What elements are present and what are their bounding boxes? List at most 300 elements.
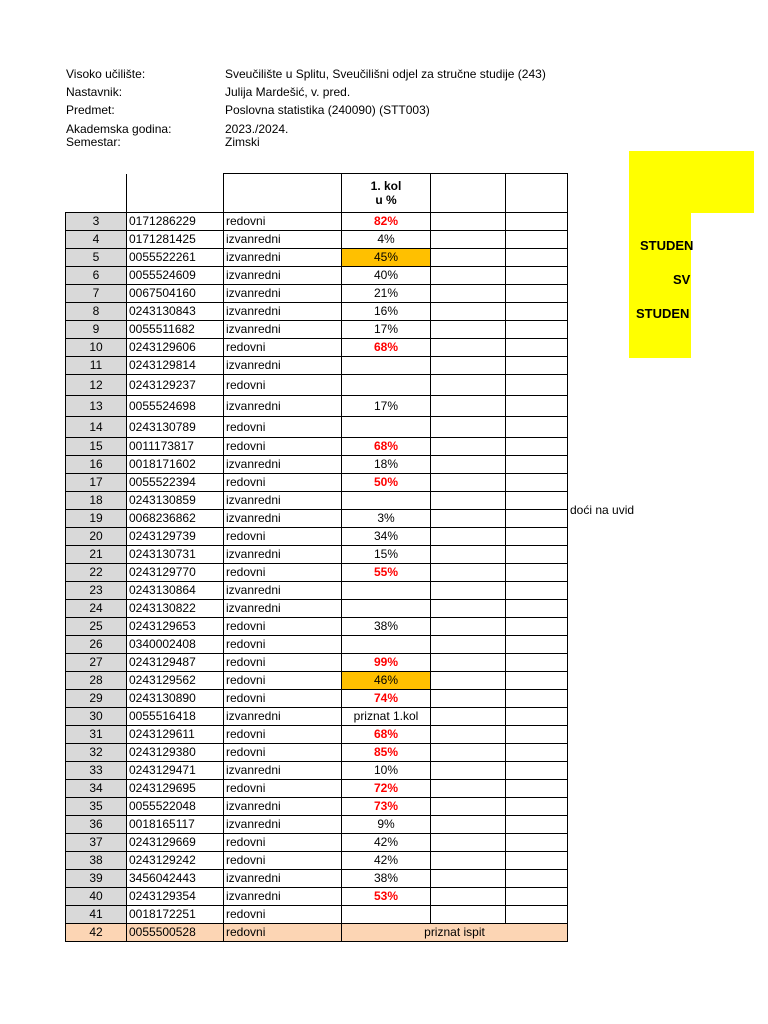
row-number-cell: 42 — [66, 924, 127, 942]
empty-cell — [431, 417, 506, 438]
header-blank-cell — [66, 174, 127, 213]
yellow-highlight-block-top — [629, 151, 754, 213]
table-row — [66, 762, 568, 780]
score-cell: 50% — [342, 474, 431, 492]
score-cell: 82% — [342, 213, 431, 231]
header-empty-cell — [431, 174, 506, 213]
student-id-cell: 0243129242 — [127, 852, 224, 870]
score-cell: 42% — [342, 852, 431, 870]
table-row — [66, 456, 568, 474]
study-status-cell: redovni — [224, 726, 342, 744]
grades-table — [65, 173, 568, 942]
score-cell: 46% — [342, 672, 431, 690]
empty-cell — [506, 303, 568, 321]
empty-cell — [431, 528, 506, 546]
study-status-cell: izvanredni — [224, 456, 342, 474]
table-row — [66, 564, 568, 582]
score-cell: 10% — [342, 762, 431, 780]
score-cell — [342, 906, 431, 924]
study-status-cell: izvanredni — [224, 546, 342, 564]
score-cell: 38% — [342, 870, 431, 888]
table-row — [66, 672, 568, 690]
student-id-cell: 0055522394 — [127, 474, 224, 492]
study-status-cell: redovni — [224, 339, 342, 357]
row-number-cell: 8 — [66, 303, 127, 321]
empty-cell — [431, 582, 506, 600]
empty-cell — [431, 690, 506, 708]
row-number-cell: 39 — [66, 870, 127, 888]
empty-cell — [431, 303, 506, 321]
table-row — [66, 906, 568, 924]
empty-cell — [506, 762, 568, 780]
empty-cell — [431, 816, 506, 834]
study-status-cell: redovni — [224, 924, 342, 942]
student-id-cell: 0243129669 — [127, 834, 224, 852]
empty-cell — [431, 492, 506, 510]
empty-cell — [431, 834, 506, 852]
empty-cell — [506, 690, 568, 708]
student-id-cell: 3456042443 — [127, 870, 224, 888]
score-cell: 9% — [342, 816, 431, 834]
empty-cell — [506, 672, 568, 690]
empty-cell — [506, 600, 568, 618]
empty-cell — [431, 888, 506, 906]
row-number-cell: 7 — [66, 285, 127, 303]
empty-cell — [431, 231, 506, 249]
row-number-cell: 29 — [66, 690, 127, 708]
empty-cell — [506, 654, 568, 672]
empty-cell — [506, 582, 568, 600]
score-cell: 4% — [342, 231, 431, 249]
empty-cell — [431, 375, 506, 396]
empty-cell — [506, 744, 568, 762]
student-id-cell: 0243130864 — [127, 582, 224, 600]
table-row — [66, 798, 568, 816]
study-status-cell: izvanredni — [224, 396, 342, 417]
row-number-cell: 14 — [66, 417, 127, 438]
empty-cell — [431, 564, 506, 582]
row-number-cell: 13 — [66, 396, 127, 417]
table-row — [66, 744, 568, 762]
student-id-cell: 0011173817 — [127, 438, 224, 456]
empty-cell — [506, 249, 568, 267]
table-row — [66, 285, 568, 303]
header-value: Poslovna statistika (240090) (STT003) — [225, 103, 430, 117]
empty-cell — [506, 231, 568, 249]
row-number-cell: 16 — [66, 456, 127, 474]
student-id-cell: 0068236862 — [127, 510, 224, 528]
empty-cell — [506, 870, 568, 888]
study-status-cell: redovni — [224, 834, 342, 852]
column-header-kol1 — [342, 174, 431, 213]
student-id-cell: 0018165117 — [127, 816, 224, 834]
student-id-cell: 0055500528 — [127, 924, 224, 942]
score-cell: 17% — [342, 396, 431, 417]
row-number-cell: 11 — [66, 357, 127, 375]
table-row — [66, 492, 568, 510]
student-id-cell: 0018171602 — [127, 456, 224, 474]
table-row — [66, 510, 568, 528]
column-header-line1: 1. kol — [370, 179, 402, 193]
table-row — [66, 582, 568, 600]
score-cell: 45% — [342, 249, 431, 267]
empty-cell — [431, 396, 506, 417]
study-status-cell: redovni — [224, 564, 342, 582]
student-id-cell: 0243129770 — [127, 564, 224, 582]
empty-cell — [431, 438, 506, 456]
study-status-cell: redovni — [224, 744, 342, 762]
empty-cell — [431, 474, 506, 492]
student-id-cell: 0243130731 — [127, 546, 224, 564]
row-number-cell: 22 — [66, 564, 127, 582]
score-cell — [342, 357, 431, 375]
empty-cell — [506, 321, 568, 339]
table-row — [66, 321, 568, 339]
table-row — [66, 249, 568, 267]
row-number-cell: 33 — [66, 762, 127, 780]
table-row — [66, 726, 568, 744]
empty-cell — [506, 456, 568, 474]
score-cell: 18% — [342, 456, 431, 474]
student-id-cell: 0067504160 — [127, 285, 224, 303]
row-number-cell: 20 — [66, 528, 127, 546]
table-row — [66, 600, 568, 618]
empty-cell — [431, 708, 506, 726]
score-cell: 34% — [342, 528, 431, 546]
row-number-cell: 38 — [66, 852, 127, 870]
header-label: Akademska godina: — [66, 122, 172, 136]
study-status-cell: izvanredni — [224, 249, 342, 267]
row-number-cell: 23 — [66, 582, 127, 600]
score-cell: 85% — [342, 744, 431, 762]
empty-cell — [506, 528, 568, 546]
student-id-cell: 0243129354 — [127, 888, 224, 906]
student-id-cell: 0243129471 — [127, 762, 224, 780]
empty-cell — [431, 339, 506, 357]
header-value: Sveučilište u Splitu, Sveučilišni odjel za stručne studije (243) — [225, 67, 546, 81]
study-status-cell: redovni — [224, 654, 342, 672]
row-number-cell: 24 — [66, 600, 127, 618]
table-row — [66, 438, 568, 456]
header-empty-cell — [506, 174, 568, 213]
score-cell — [342, 636, 431, 654]
student-id-cell: 0243129487 — [127, 654, 224, 672]
row-number-cell: 30 — [66, 708, 127, 726]
empty-cell — [431, 357, 506, 375]
score-cell: 16% — [342, 303, 431, 321]
table-row — [66, 888, 568, 906]
study-status-cell: izvanredni — [224, 357, 342, 375]
row-number-cell: 31 — [66, 726, 127, 744]
row-number-cell: 28 — [66, 672, 127, 690]
row-number-cell: 5 — [66, 249, 127, 267]
row-number-cell: 26 — [66, 636, 127, 654]
study-status-cell: redovni — [224, 618, 342, 636]
student-id-cell: 0055522261 — [127, 249, 224, 267]
table-row — [66, 417, 568, 438]
table-row — [66, 546, 568, 564]
study-status-cell: redovni — [224, 780, 342, 798]
study-status-cell: redovni — [224, 474, 342, 492]
empty-cell — [506, 396, 568, 417]
table-row — [66, 834, 568, 852]
row-number-cell: 4 — [66, 231, 127, 249]
header-label: Nastavnik: — [66, 85, 123, 99]
table-row — [66, 708, 568, 726]
student-id-cell: 0055522048 — [127, 798, 224, 816]
score-cell: 55% — [342, 564, 431, 582]
student-id-cell: 0243130843 — [127, 303, 224, 321]
empty-cell — [506, 438, 568, 456]
table-row — [66, 690, 568, 708]
empty-cell — [506, 510, 568, 528]
study-status-cell: redovni — [224, 690, 342, 708]
score-cell: 74% — [342, 690, 431, 708]
student-id-cell: 0055516418 — [127, 708, 224, 726]
study-status-cell: izvanredni — [224, 870, 342, 888]
student-id-cell: 0243129606 — [127, 339, 224, 357]
empty-cell — [431, 321, 506, 339]
student-id-cell: 0243130822 — [127, 600, 224, 618]
student-id-cell: 0243129653 — [127, 618, 224, 636]
row-number-cell: 21 — [66, 546, 127, 564]
empty-cell — [506, 417, 568, 438]
row-number-cell: 25 — [66, 618, 127, 636]
row-number-cell: 17 — [66, 474, 127, 492]
row-number-cell: 18 — [66, 492, 127, 510]
table-row — [66, 924, 568, 942]
table-row — [66, 231, 568, 249]
study-status-cell: redovni — [224, 528, 342, 546]
table-row — [66, 396, 568, 417]
study-status-cell: izvanredni — [224, 231, 342, 249]
table-row — [66, 339, 568, 357]
study-status-cell: izvanredni — [224, 510, 342, 528]
table-row — [66, 654, 568, 672]
study-status-cell: redovni — [224, 852, 342, 870]
student-id-cell: 0243129695 — [127, 780, 224, 798]
table-row — [66, 852, 568, 870]
header-value: 2023./2024. — [225, 122, 289, 136]
study-status-cell: izvanredni — [224, 600, 342, 618]
table-row — [66, 618, 568, 636]
empty-cell — [506, 726, 568, 744]
empty-cell — [431, 213, 506, 231]
empty-cell — [506, 906, 568, 924]
side-note-line3: STUDEN — [636, 306, 690, 321]
score-cell: 38% — [342, 618, 431, 636]
student-id-cell: 0243130859 — [127, 492, 224, 510]
empty-cell — [506, 780, 568, 798]
row-number-cell: 36 — [66, 816, 127, 834]
student-id-cell: 0055511682 — [127, 321, 224, 339]
empty-cell — [506, 852, 568, 870]
study-status-cell: izvanredni — [224, 267, 342, 285]
row-number-cell: 41 — [66, 906, 127, 924]
empty-cell — [431, 798, 506, 816]
score-cell: priznat 1.kol — [342, 708, 431, 726]
row-number-cell: 9 — [66, 321, 127, 339]
empty-cell — [431, 870, 506, 888]
header-label: Semestar: — [66, 135, 121, 149]
score-cell: 21% — [342, 285, 431, 303]
student-id-cell: 0243129562 — [127, 672, 224, 690]
empty-cell — [431, 600, 506, 618]
study-status-cell: izvanredni — [224, 798, 342, 816]
table-row — [66, 213, 568, 231]
table-row — [66, 474, 568, 492]
empty-cell — [431, 852, 506, 870]
score-cell: 42% — [342, 834, 431, 852]
study-status-cell: izvanredni — [224, 492, 342, 510]
study-status-cell: redovni — [224, 375, 342, 396]
study-status-cell: izvanredni — [224, 582, 342, 600]
empty-cell — [506, 375, 568, 396]
column-header-line2: u % — [375, 193, 397, 207]
student-id-cell: 0243129237 — [127, 375, 224, 396]
empty-cell — [431, 510, 506, 528]
empty-cell — [506, 834, 568, 852]
score-cell: 68% — [342, 438, 431, 456]
table-row — [66, 267, 568, 285]
score-cell: 15% — [342, 546, 431, 564]
row-number-cell: 35 — [66, 798, 127, 816]
row-number-cell: 27 — [66, 654, 127, 672]
score-cell: 68% — [342, 339, 431, 357]
study-status-cell: izvanredni — [224, 321, 342, 339]
empty-cell — [506, 564, 568, 582]
score-cell: priznat ispit — [342, 924, 568, 942]
row-number-cell: 6 — [66, 267, 127, 285]
table-row — [66, 780, 568, 798]
row-number-cell: 12 — [66, 375, 127, 396]
score-cell: 73% — [342, 798, 431, 816]
score-cell — [342, 600, 431, 618]
score-cell — [342, 375, 431, 396]
table-row — [66, 816, 568, 834]
row-number-cell: 34 — [66, 780, 127, 798]
empty-cell — [431, 906, 506, 924]
student-id-cell: 0243129611 — [127, 726, 224, 744]
score-cell — [342, 417, 431, 438]
student-id-cell: 0243129380 — [127, 744, 224, 762]
score-cell — [342, 492, 431, 510]
empty-cell — [431, 249, 506, 267]
table-row — [66, 303, 568, 321]
score-cell — [342, 582, 431, 600]
empty-cell — [506, 888, 568, 906]
score-cell: 72% — [342, 780, 431, 798]
header-label: Visoko učilište: — [66, 67, 146, 81]
empty-cell — [506, 816, 568, 834]
study-status-cell: redovni — [224, 636, 342, 654]
empty-cell — [431, 726, 506, 744]
score-cell: 53% — [342, 888, 431, 906]
empty-cell — [506, 267, 568, 285]
empty-cell — [506, 636, 568, 654]
row-number-cell: 3 — [66, 213, 127, 231]
score-cell: 99% — [342, 654, 431, 672]
empty-cell — [506, 285, 568, 303]
empty-cell — [506, 492, 568, 510]
empty-cell — [431, 654, 506, 672]
header-blank-cell — [127, 174, 224, 213]
empty-cell — [506, 213, 568, 231]
row-number-cell: 19 — [66, 510, 127, 528]
row-number-cell: 37 — [66, 834, 127, 852]
header-blank-cell — [224, 174, 342, 213]
empty-cell — [431, 672, 506, 690]
empty-cell — [431, 636, 506, 654]
empty-cell — [506, 357, 568, 375]
score-cell: 40% — [342, 267, 431, 285]
study-status-cell: izvanredni — [224, 285, 342, 303]
study-status-cell: izvanredni — [224, 888, 342, 906]
student-id-cell: 0243129814 — [127, 357, 224, 375]
score-cell: 17% — [342, 321, 431, 339]
row-number-cell: 15 — [66, 438, 127, 456]
student-id-cell: 0243130890 — [127, 690, 224, 708]
study-status-cell: izvanredni — [224, 708, 342, 726]
study-status-cell: redovni — [224, 672, 342, 690]
student-id-cell: 0055524698 — [127, 396, 224, 417]
study-status-cell: izvanredni — [224, 816, 342, 834]
empty-cell — [431, 780, 506, 798]
score-cell: 3% — [342, 510, 431, 528]
student-id-cell: 0055524609 — [127, 267, 224, 285]
empty-cell — [431, 285, 506, 303]
score-cell: 68% — [342, 726, 431, 744]
empty-cell — [431, 618, 506, 636]
student-id-cell: 0171281425 — [127, 231, 224, 249]
side-note-line1: STUDEN — [640, 238, 694, 253]
table-header-row — [66, 174, 568, 213]
row-number-cell: 32 — [66, 744, 127, 762]
row18-note: doći na uvid — [570, 503, 635, 517]
table-row — [66, 375, 568, 396]
empty-cell — [506, 618, 568, 636]
student-id-cell: 0243130789 — [127, 417, 224, 438]
empty-cell — [506, 708, 568, 726]
table-row — [66, 636, 568, 654]
empty-cell — [506, 546, 568, 564]
study-status-cell: redovni — [224, 906, 342, 924]
study-status-cell: redovni — [224, 438, 342, 456]
study-status-cell: redovni — [224, 213, 342, 231]
empty-cell — [431, 744, 506, 762]
side-note-line2: SV — [673, 272, 691, 287]
table-row — [66, 528, 568, 546]
student-id-cell: 0171286229 — [127, 213, 224, 231]
student-id-cell: 0018172251 — [127, 906, 224, 924]
header-value: Zimski — [225, 135, 260, 149]
table-row — [66, 357, 568, 375]
student-id-cell: 0243129739 — [127, 528, 224, 546]
row-number-cell: 40 — [66, 888, 127, 906]
row-number-cell: 10 — [66, 339, 127, 357]
empty-cell — [506, 798, 568, 816]
empty-cell — [431, 546, 506, 564]
study-status-cell: izvanredni — [224, 303, 342, 321]
empty-cell — [431, 456, 506, 474]
empty-cell — [431, 762, 506, 780]
study-status-cell: redovni — [224, 417, 342, 438]
empty-cell — [506, 474, 568, 492]
header-value: Julija Mardešić, v. pred. — [225, 85, 351, 99]
empty-cell — [431, 267, 506, 285]
header-label: Predmet: — [66, 103, 115, 117]
study-status-cell: izvanredni — [224, 762, 342, 780]
